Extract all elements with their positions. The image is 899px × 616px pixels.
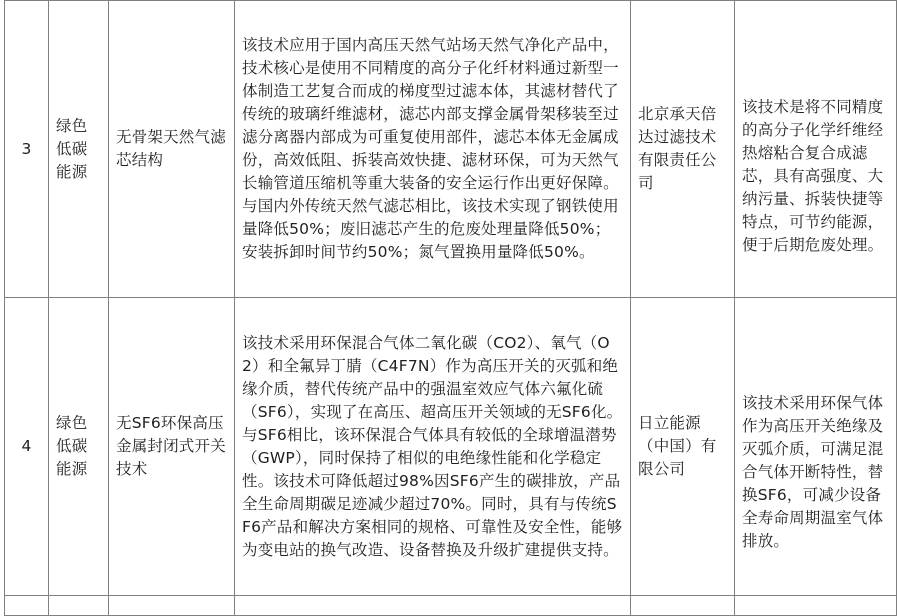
row-benefit: 该技术采用环保气体作为高压开关绝缘及灭弧介质，可满足混合气体开断特性，替换SF6，可减少设备全寿命周期温室气体排放。	[735, 298, 897, 596]
row-cell-empty	[631, 596, 735, 616]
row-cell-empty	[5, 596, 49, 616]
row-cell-empty	[735, 596, 897, 616]
table-row	[5, 298, 897, 596]
row-cell-empty	[49, 596, 109, 616]
row-technology-name: 无骨架天然气滤芯结构	[109, 1, 235, 298]
row-index: 3	[5, 1, 49, 298]
table-row-partial	[5, 596, 897, 616]
technology-table	[4, 0, 897, 616]
row-category: 绿色低碳能源	[49, 298, 109, 596]
table-row	[5, 1, 897, 298]
row-benefit: 该技术是将不同精度的高分子化学纤维经热熔粘合复合成滤芯，具有高强度、大纳污量、拆装快捷等特点，可节约能源，便于后期危废处理。	[735, 1, 897, 298]
row-category: 绿色低碳能源	[49, 1, 109, 298]
row-technology-name: 无SF6环保高压金属封闭式开关技术	[109, 298, 235, 596]
row-company: 北京承天倍达过滤技术有限责任公司	[631, 1, 735, 298]
row-index: 4	[5, 298, 49, 596]
row-company: 日立能源（中国）有限公司	[631, 298, 735, 596]
row-description: 该技术采用环保混合气体二氧化碳（CO2）、氧气（O2）和全氟异丁腈（C4F7N）作为高压开关的灭弧和绝缘介质，替代传统产品中的强温室效应气体六氟化硫（SF6），实现了在高压、超高压开关领域的无SF6化。与SF6相比，该环保混合气体具有较低的全球增温潜势（GWP），同时保持了相似的电绝缘性能和化学稳定性。该技术可降低超过98%因SF6产生的碳排放，产品全生命周期碳足迹减少超过70%。同时，具有与传统SF6产品和解决方案相同的规格、可靠性及安全性，能够为变电站的换气改造、设备替换及升级扩建提供支持。	[235, 298, 631, 596]
row-cell-empty	[109, 596, 235, 616]
row-cell-empty	[235, 596, 631, 616]
row-description: 该技术应用于国内高压天然气站场天然气净化产品中，技术核心是使用不同精度的高分子化纤材料通过新型一体制造工艺复合而成的梯度型过滤本体，其滤材替代了传统的玻璃纤维滤材，滤芯内部支撑金属骨架移装至过滤分离器内部成为可重复使用部件，滤芯本体无金属成份，高效低阻、拆装高效快捷、滤材环保，可为天然气长输管道压缩机等重大装备的安全运行作出更好保障。与国内外传统天然气滤芯相比，该技术实现了钢铁使用量降低50%；废旧滤芯产生的危废处理量降低50%；安装拆卸时间节约50%；氮气置换用量降低50%。	[235, 1, 631, 298]
